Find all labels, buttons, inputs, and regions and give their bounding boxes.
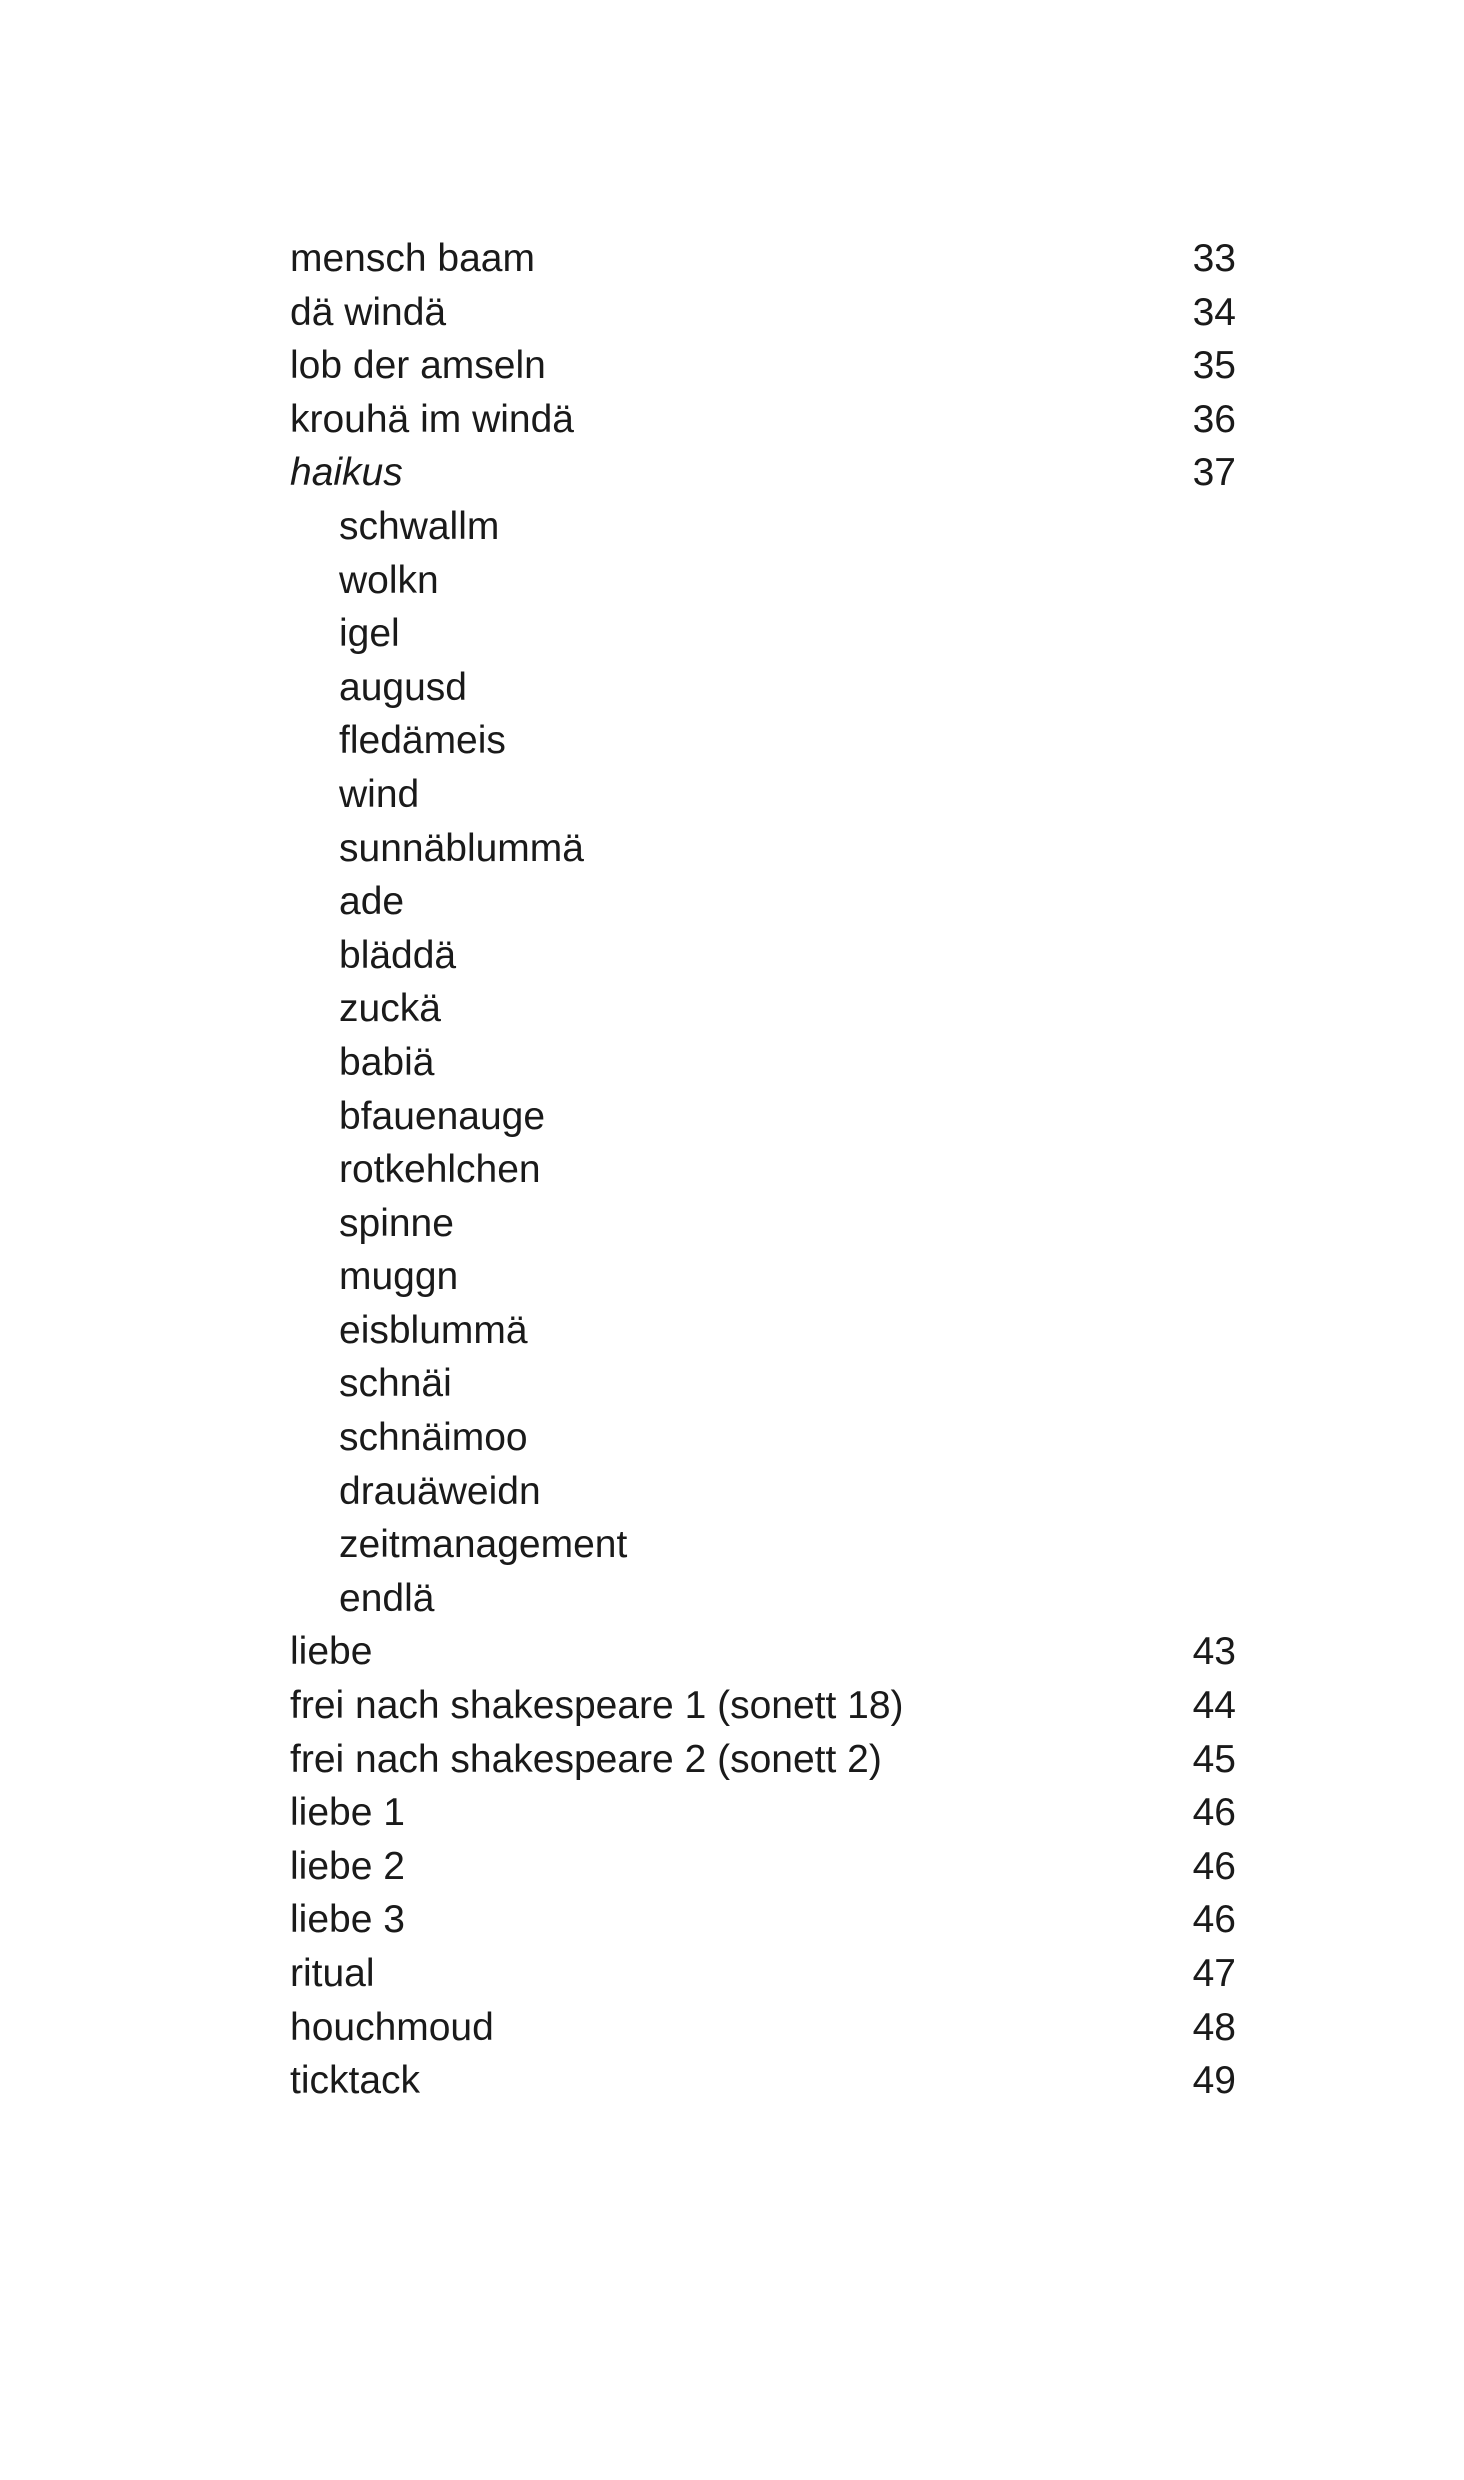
toc-entry-page: 49 (1192, 2059, 1236, 2103)
toc-subentry (290, 875, 1236, 929)
toc-entry-page: 35 (1192, 344, 1236, 388)
toc-subentry (290, 1250, 1236, 1304)
toc-subentry (290, 822, 1236, 876)
toc-entry-title: mensch baam (290, 237, 535, 280)
toc-entry-title: liebe (290, 1630, 373, 1674)
toc-entry (290, 393, 1236, 447)
toc-entry-title: liebe 2 (290, 1844, 405, 1888)
toc-subentry (290, 554, 1236, 608)
toc-subentry-title: schnäimoo (339, 1416, 528, 1460)
toc-entry-title: ritual (290, 1952, 375, 1995)
toc-subentry-title: eisblummä (339, 1308, 528, 1352)
toc-entry-title: ticktack (290, 2059, 421, 2103)
toc-entry (290, 1679, 1236, 1733)
toc-entry (290, 339, 1236, 393)
toc-entry-title: lob der amseln (290, 344, 546, 388)
toc-entry-title: liebe 3 (290, 1898, 405, 1942)
toc-entry (290, 1947, 1236, 2001)
toc-entry-page: 36 (1192, 397, 1236, 441)
toc-entry-page: 33 (1192, 237, 1236, 280)
toc-subentry (290, 1518, 1236, 1572)
toc-entry (290, 286, 1236, 340)
toc-subentry (290, 661, 1236, 715)
toc-subentry-title: muggn (339, 1255, 459, 1299)
toc-entry-title: frei nach shakespeare 2 (sonett 2) (290, 1737, 882, 1781)
toc-entry (290, 1786, 1236, 1840)
toc-subentry (290, 714, 1236, 768)
toc-subentry-title: augusd (339, 665, 467, 709)
toc-entry-page: 45 (1192, 1737, 1236, 1781)
toc-entry (290, 232, 1236, 286)
toc-subentry-title: bläddä (339, 933, 457, 977)
toc-entry-page: 47 (1192, 1952, 1236, 1995)
toc-subentry (290, 1572, 1236, 1626)
toc-entry-title: frei nach shakespeare 1 (sonett 18) (290, 1684, 904, 1728)
toc-entry-page: 46 (1192, 1791, 1236, 1835)
toc-subentry-title: spinne (339, 1201, 454, 1245)
toc-subentry (290, 1465, 1236, 1519)
toc-subentry-title: rotkehlchen (339, 1148, 541, 1192)
table-of-contents (290, 232, 1236, 2108)
toc-subentry-title: fledämeis (339, 719, 506, 763)
toc-subentry-title: zeitmanagement (339, 1523, 628, 1567)
toc-subentry (290, 1036, 1236, 1090)
toc-entry (290, 1840, 1236, 1894)
toc-entry-title: krouhä im windä (290, 397, 574, 441)
toc-subentry (290, 1143, 1236, 1197)
toc-subentry (290, 607, 1236, 661)
toc-subentry-title: wolkn (339, 558, 439, 602)
toc-entry-page: 46 (1192, 1844, 1236, 1888)
toc-subentry (290, 1304, 1236, 1358)
toc-subentry-title: sunnäblummä (339, 826, 584, 870)
toc-entry (290, 2001, 1236, 2055)
toc-subentry (290, 768, 1236, 822)
toc-entry-page: 43 (1192, 1630, 1236, 1674)
toc-entry-title: dä windä (290, 290, 447, 334)
toc-subentry-title: ade (339, 880, 405, 924)
toc-entry (290, 2054, 1236, 2108)
toc-subentry (290, 1197, 1236, 1251)
toc-entry-title: liebe 1 (290, 1791, 405, 1835)
toc-section-entry (290, 446, 1236, 500)
toc-subentry (290, 1357, 1236, 1411)
toc-subentry-title: schwallm (339, 504, 500, 548)
toc-entry-page: 37 (1192, 451, 1236, 495)
toc-entry-page: 34 (1192, 290, 1236, 334)
toc-section-title: haikus (290, 451, 403, 495)
toc-subentry (290, 1090, 1236, 1144)
toc-subentry (290, 929, 1236, 983)
toc-entry (290, 1733, 1236, 1787)
toc-subentry-title: wind (339, 772, 420, 816)
toc-subentry (290, 500, 1236, 554)
toc-subentry-title: drauäweidn (339, 1469, 541, 1513)
toc-entry-page: 46 (1192, 1898, 1236, 1942)
toc-subentry-title: bfauenauge (339, 1094, 546, 1138)
toc-subentry-title: zuckä (339, 987, 441, 1031)
toc-entry (290, 1625, 1236, 1679)
toc-subentry-title: schnäi (339, 1362, 452, 1406)
toc-subentry-title: babiä (339, 1040, 435, 1084)
toc-subentry-title: igel (339, 612, 400, 656)
toc-subentry (290, 982, 1236, 1036)
toc-subentry-title: endlä (339, 1576, 435, 1620)
toc-entry (290, 1893, 1236, 1947)
toc-subentry (290, 1411, 1236, 1465)
toc-entry-title: houchmoud (290, 2005, 494, 2049)
toc-entry-page: 48 (1192, 2005, 1236, 2049)
toc-entry-page: 44 (1192, 1684, 1236, 1728)
